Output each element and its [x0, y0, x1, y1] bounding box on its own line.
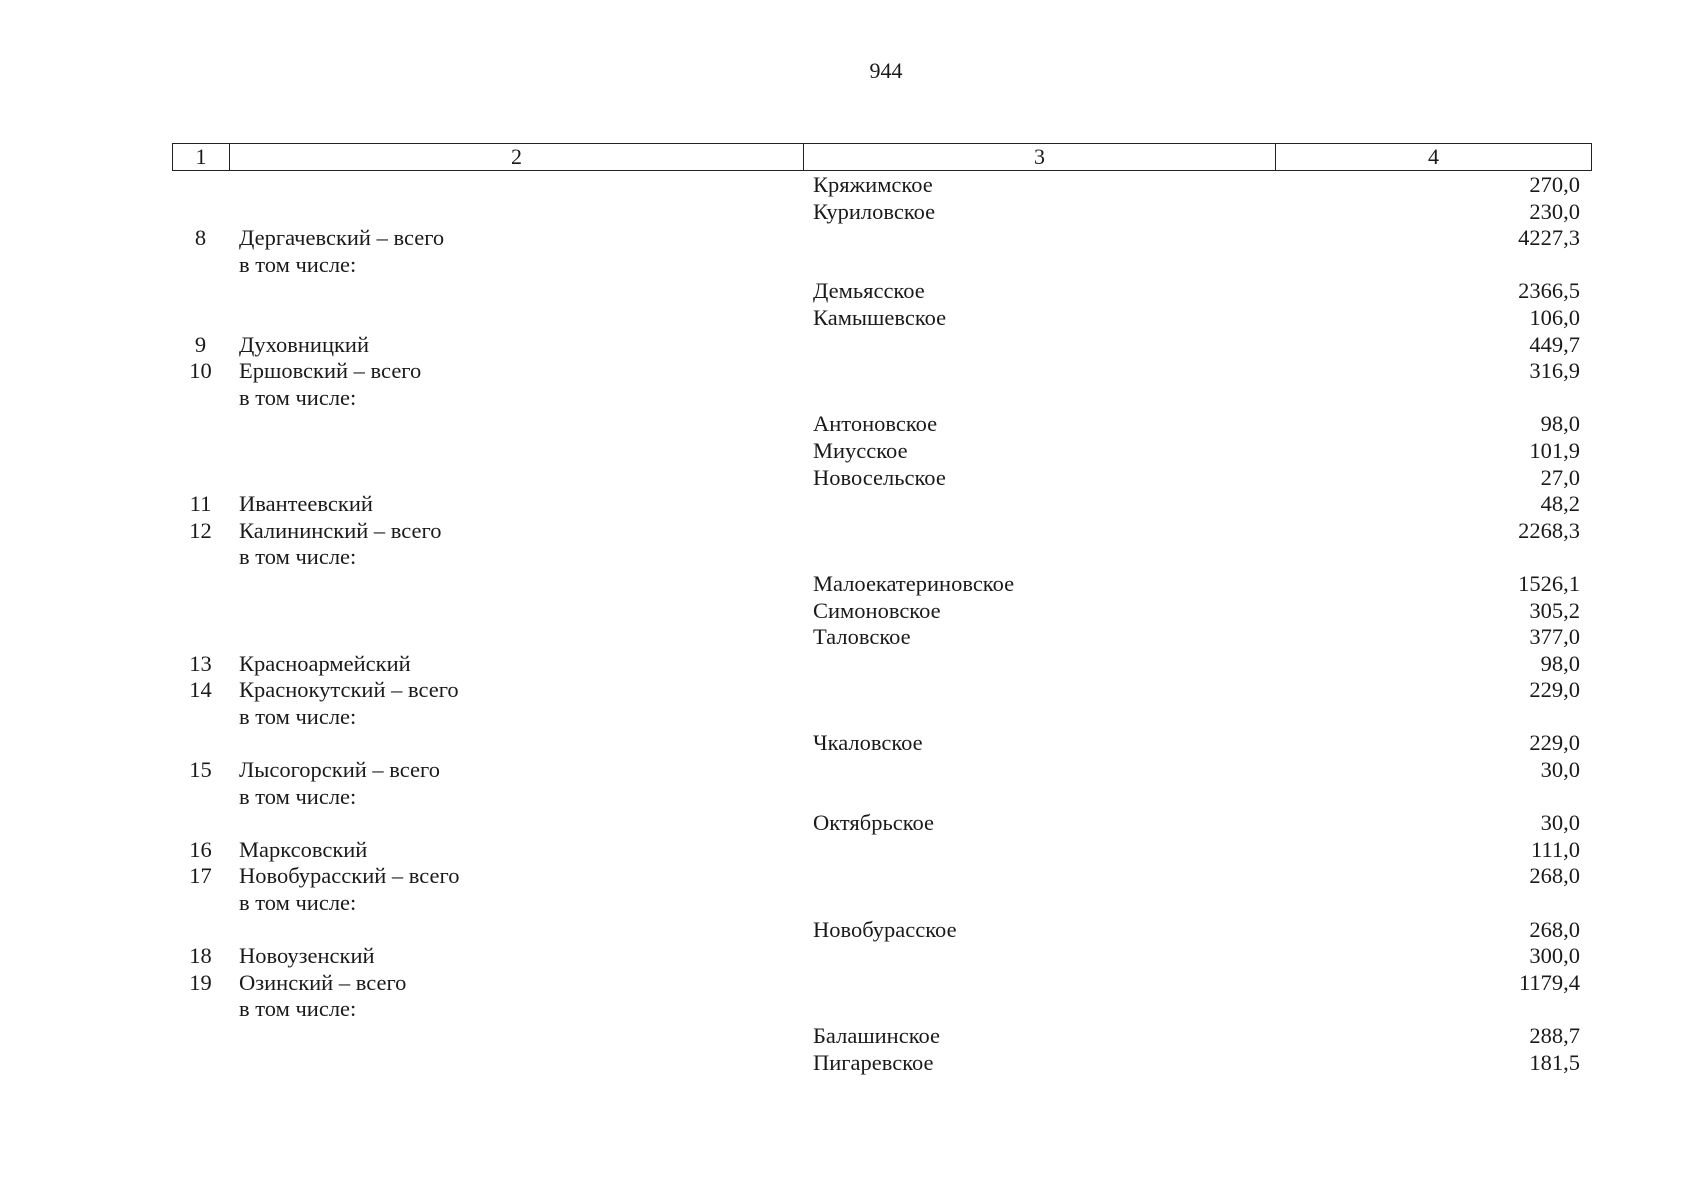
district-name: в том числе: [239, 251, 357, 277]
row-number: 10 [189, 358, 212, 384]
table-row [172, 172, 1592, 199]
table-row [172, 677, 1592, 704]
row-value: 229,0 [1529, 730, 1580, 756]
table-row [172, 571, 1592, 598]
header-col-1: 1 [173, 144, 230, 170]
row-value: 111,0 [1531, 836, 1580, 862]
district-name: Красноармейский [239, 650, 411, 676]
table-row [172, 784, 1592, 811]
settlement-name: Симоновское [813, 597, 941, 623]
settlement-name: Чкаловское [813, 730, 923, 756]
table-row [172, 863, 1592, 890]
row-number: 9 [194, 331, 207, 357]
table-row [172, 890, 1592, 917]
table-row [172, 358, 1592, 385]
settlement-name: Миусское [813, 437, 908, 463]
settlement-name: Кряжимское [813, 172, 933, 197]
row-number: 14 [189, 677, 212, 703]
row-number: 8 [194, 225, 207, 251]
table-row [172, 544, 1592, 571]
row-value: 30,0 [1540, 810, 1580, 836]
table-row [172, 917, 1592, 944]
settlement-name: Демьясское [813, 278, 925, 304]
row-value: 30,0 [1540, 757, 1580, 783]
table-row [172, 411, 1592, 438]
row-number: 19 [189, 969, 212, 995]
row-number: 13 [189, 650, 212, 676]
row-value: 229,0 [1529, 677, 1580, 703]
header-col-4: 4 [1428, 144, 1439, 169]
settlement-name: Новобурасское [813, 916, 957, 942]
district-name: Ершовский – всего [239, 358, 422, 384]
row-value: 449,7 [1529, 331, 1580, 357]
row-number: 12 [189, 517, 212, 543]
row-value: 181,5 [1529, 1049, 1580, 1075]
row-number: 15 [189, 757, 212, 783]
row-value: 270,0 [1529, 172, 1580, 197]
row-number: 17 [189, 863, 212, 889]
page-number: 944 [869, 58, 903, 83]
district-name: в том числе: [239, 544, 357, 570]
district-name: Новоузенский [239, 943, 375, 969]
row-value: 98,0 [1540, 650, 1580, 676]
table-row [172, 438, 1592, 465]
settlement-name: Малоекатериновское [813, 570, 1015, 596]
table-row [172, 651, 1592, 678]
row-value: 300,0 [1529, 943, 1580, 969]
table-row [172, 837, 1592, 864]
row-number: 18 [189, 943, 212, 969]
district-name: в том числе: [239, 890, 357, 916]
row-value: 268,0 [1529, 916, 1580, 942]
table-row [172, 757, 1592, 784]
table-row [172, 624, 1592, 651]
row-value: 101,9 [1529, 437, 1580, 463]
district-name: в том числе: [239, 783, 357, 809]
table-row [172, 730, 1592, 757]
district-name: в том числе: [239, 384, 357, 410]
row-value: 2366,5 [1518, 278, 1580, 304]
settlement-name: Октябрьское [813, 810, 935, 836]
row-value: 106,0 [1529, 304, 1580, 330]
table-row [172, 518, 1592, 545]
district-name: Новобурасский – всего [239, 863, 460, 889]
table-body [172, 172, 1592, 1076]
row-value: 1526,1 [1518, 570, 1580, 596]
row-value: 305,2 [1529, 597, 1580, 623]
row-value: 288,7 [1529, 1023, 1580, 1048]
table-row [172, 598, 1592, 625]
table-row [172, 1023, 1592, 1050]
district-name: Лысогорский – всего [239, 757, 440, 783]
table-row [172, 305, 1592, 332]
settlement-name: Камышевское [813, 304, 947, 330]
row-number: 16 [189, 836, 212, 862]
row-value: 2268,3 [1518, 517, 1580, 543]
district-name: в том числе: [239, 703, 357, 729]
row-value: 98,0 [1540, 411, 1580, 437]
row-value: 316,9 [1529, 358, 1580, 384]
settlement-name: Таловское [813, 624, 911, 650]
table-row [172, 225, 1592, 252]
table-row [172, 970, 1592, 997]
row-value: 48,2 [1540, 491, 1580, 517]
settlement-name: Пигаревское [813, 1049, 934, 1075]
district-name: Духовницкий [239, 331, 370, 357]
table-row [172, 491, 1592, 518]
table-row [172, 704, 1592, 731]
table-row [172, 252, 1592, 279]
settlement-name: Балашинское [813, 1023, 941, 1048]
row-value: 4227,3 [1518, 225, 1580, 251]
row-number: 11 [189, 491, 212, 517]
row-value: 377,0 [1529, 624, 1580, 650]
settlement-name: Антоновское [813, 411, 938, 437]
table-row [172, 199, 1592, 226]
district-name: Озинский – всего [239, 969, 407, 995]
settlement-name: Куриловское [813, 198, 936, 224]
settlement-name: Новосельское [813, 464, 946, 490]
header-col-3: 3 [804, 144, 1276, 170]
district-name: Краснокутский – всего [239, 677, 459, 703]
table-row [172, 996, 1592, 1023]
table-row [172, 332, 1592, 359]
district-name: Марксовский [239, 836, 368, 862]
row-value: 268,0 [1529, 863, 1580, 889]
district-name: Дергачевский – всего [239, 225, 445, 251]
table-row [172, 943, 1592, 970]
table-header [172, 143, 1592, 171]
table-row [172, 810, 1592, 837]
header-col-2: 2 [230, 144, 804, 170]
table-row [172, 278, 1592, 305]
row-value: 1179,4 [1518, 969, 1580, 995]
row-value: 230,0 [1529, 198, 1580, 224]
table-row [172, 465, 1592, 492]
district-name: в том числе: [239, 996, 357, 1022]
row-value: 27,0 [1540, 464, 1580, 490]
district-name: Калининский – всего [239, 517, 442, 543]
district-name: Ивантеевский [239, 491, 373, 517]
table-row [172, 385, 1592, 412]
table-row [172, 1050, 1592, 1077]
